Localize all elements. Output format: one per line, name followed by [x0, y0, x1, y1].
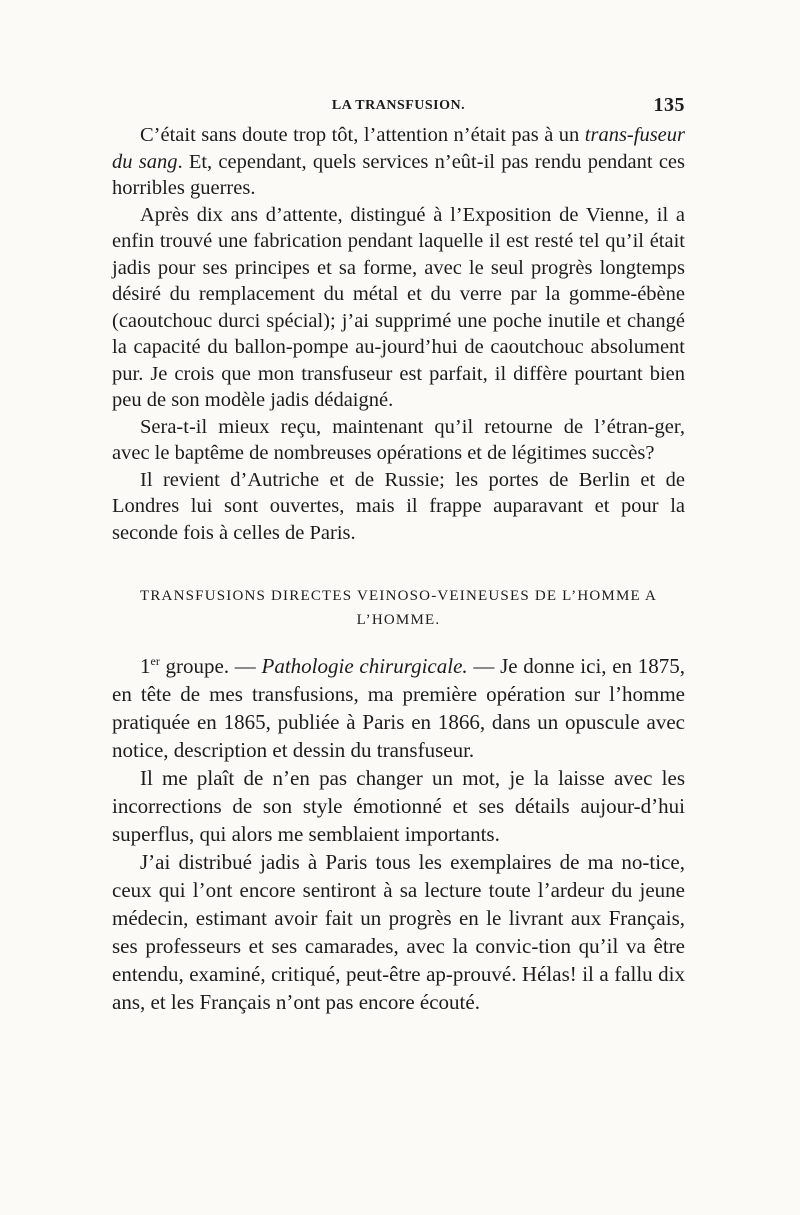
paragraph — [112, 652, 685, 764]
body-text — [112, 122, 685, 546]
running-title: LA TRANSFUSION. — [331, 98, 466, 113]
section-text — [112, 652, 685, 1016]
section-heading-line: L’HOMME. — [356, 612, 441, 628]
section-heading — [112, 584, 685, 632]
group-number: 1 — [140, 654, 151, 678]
paragraph: J’ai distribué jadis à Paris tous les exemplaires de ma no-tice, ceux qui l’ont encore sentiront à sa lecture toute l’ardeur du jeune médecin, estimant avoir fait un progrès en le livrant aux Français, ses professeurs et ses camarades, avec la convic-tion qu’il va être entendu, examiné, critiqué, peut-être ap-prouvé. Hélas! il a fallu dix ans, et les Français n’ont pas encore écouté. — [112, 850, 685, 1014]
italic-term: Pathologie chirurgicale. — [261, 654, 468, 678]
text-run: . Et, cependant, quels services n’eût-il pas rendu pendant ces horribles guerres. — [112, 150, 685, 199]
text-run: — Je donne ici, en 1875, en tête de mes transfusions, ma première opération sur l’homme pratiquée en 1865, publiée à Paris en 1866, dans un opuscule avec notice, description et dessin du transfuseur. — [112, 654, 685, 762]
ordinal-suffix: er — [150, 654, 160, 668]
paragraph: Il me plaît de n’en pas changer un mot, je la laisse avec les incorrections de son style émotionné et ses détails aujour-d’hui superflus, qui alors me semblaient importants. — [112, 766, 685, 846]
book-page — [112, 94, 685, 1016]
paragraph: Après dix ans d’attente, distingué à l’Exposition de Vienne, il a enfin trouvé une fabrication pendant laquelle il est resté tel qu’il était jadis pour ses principes et sa forme, avec le seul progrès longtemps désiré du remplacement du métal et du verre par la gomme-ébène (caoutchouc durci spécial); j’ai supprimé une poche inutile et changé la capacité du ballon-pompe au-jourd’hui de caoutchouc absolument pur. Je crois que mon transfuseur est parfait, il diffère pourtant bien peu de son modèle jadis dédaigné. — [112, 203, 685, 411]
paragraph: Sera-t-il mieux reçu, maintenant qu’il retourne de l’étran-ger, avec le baptême de nombreuses opérations et de légitimes succès? — [112, 415, 685, 464]
paragraph: Il revient d’Autriche et de Russie; les portes de Berlin et de Londres lui sont ouvertes, mais il frappe auparavant et pour la seconde fois à celles de Paris. — [112, 468, 685, 544]
section-heading-line: TRANSFUSIONS DIRECTES VEINOSO-VEINEUSES DE L’HOMME A — [139, 588, 657, 604]
text-run: groupe. — — [159, 654, 262, 678]
paragraph — [112, 122, 685, 202]
page-number: 135 — [653, 94, 685, 116]
running-header — [112, 94, 685, 122]
text-run: C’était sans doute trop tôt, l’attention n’était pas à un — [140, 124, 585, 146]
italic-term: trans-fuseur du sang — [112, 124, 685, 173]
